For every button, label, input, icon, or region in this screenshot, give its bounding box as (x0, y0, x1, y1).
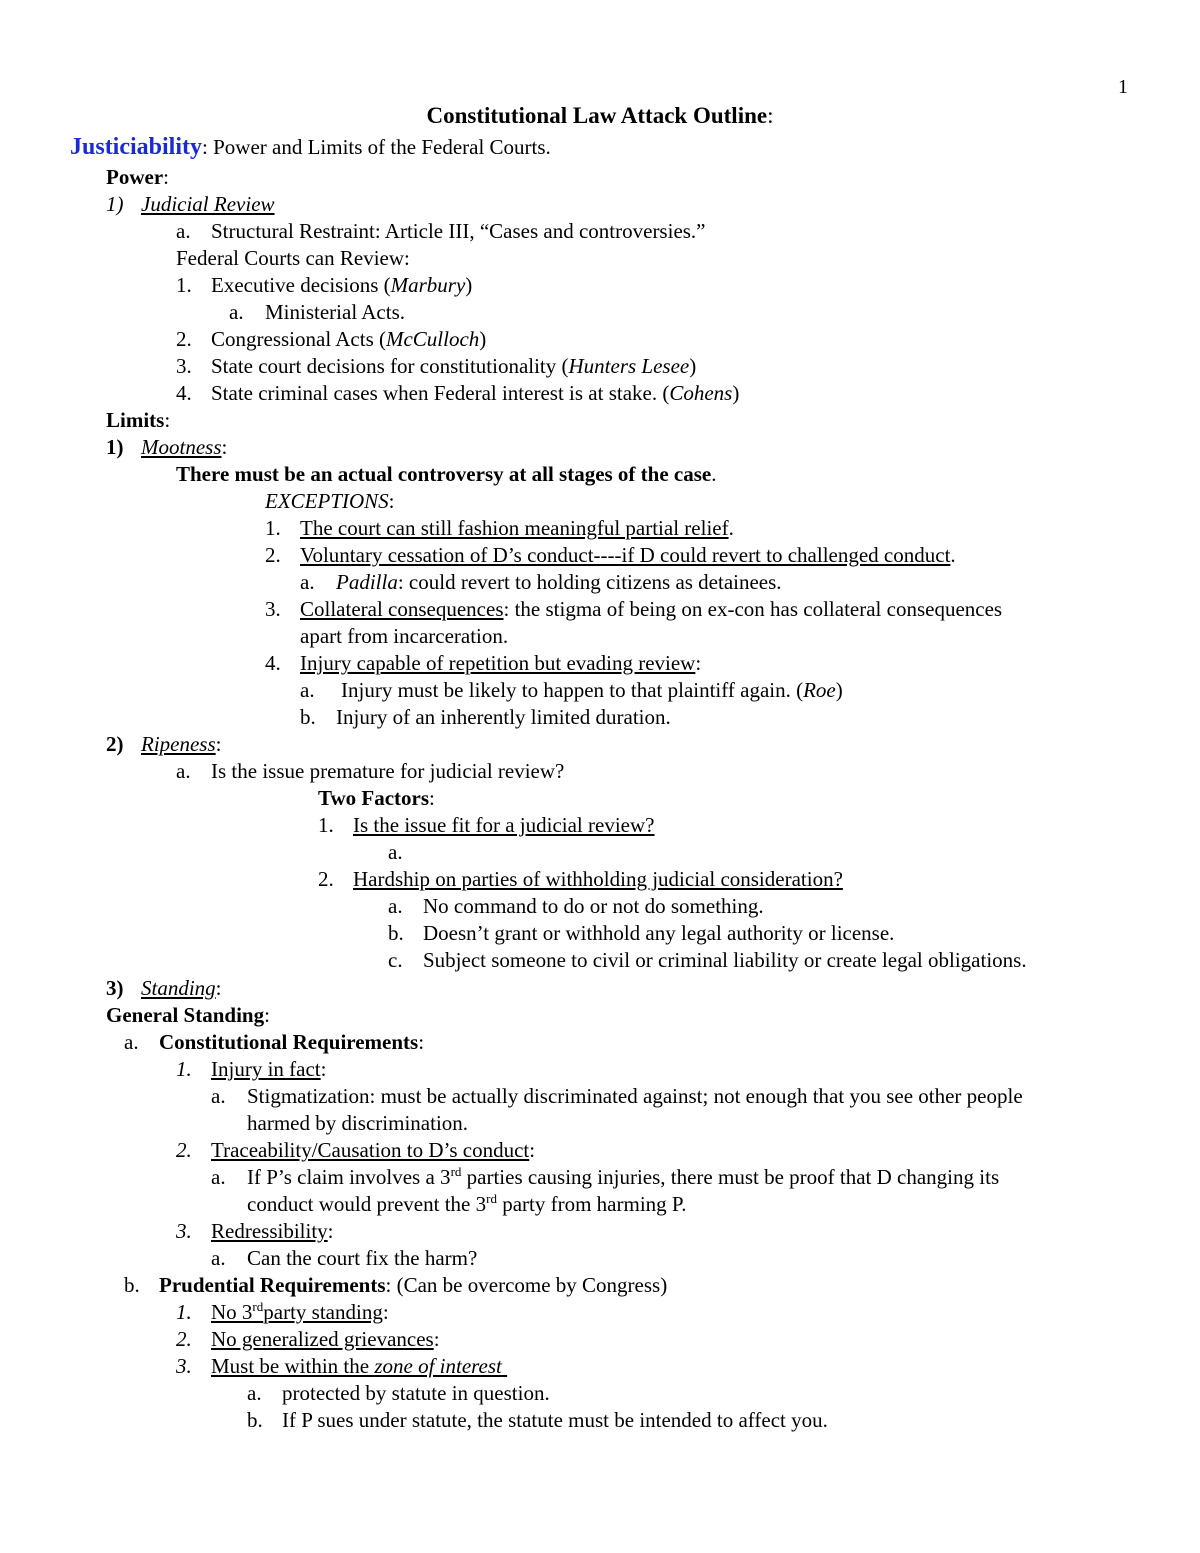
structural-marker: a. (176, 219, 191, 243)
justiciability-heading: Justiciability (70, 134, 203, 160)
list-item: State criminal cases when Federal interest is at stake. (Cohens) (211, 381, 740, 405)
list-item: Stigmatization: must be actually discriminated against; not enough that you see other people (247, 1084, 1023, 1108)
list-marker: c. (388, 948, 403, 972)
list-item: No 3rdparty standing: (211, 1299, 389, 1324)
list-item: Congressional Acts (McCulloch) (211, 327, 487, 351)
list-item: The court can still fashion meaningful partial relief. (300, 516, 734, 540)
list-item: Hardship on parties of withholding judicial consideration? (353, 867, 843, 891)
list-marker: 3. (176, 1354, 192, 1378)
list-marker: 1. (318, 813, 334, 837)
structural-restraint: Structural Restraint: Article III, “Cases and controversies.” (211, 219, 706, 243)
list-marker: a. (388, 840, 403, 864)
mootness-rule: There must be an actual controversy at all stages of the case. (176, 462, 717, 486)
case-name: McCulloch (385, 327, 480, 351)
list-marker: a. (124, 1030, 139, 1054)
mootness-heading: Mootness: (141, 435, 228, 459)
justiciability-line: Justiciability: Power and Limits of the Federal Courts. (70, 134, 551, 160)
list-item: If P sues under statute, the statute must be intended to affect you. (282, 1408, 828, 1432)
ripeness-marker: 2) (106, 732, 124, 756)
limits-heading: Limits: (106, 408, 171, 432)
list-marker: 4. (265, 651, 281, 675)
list-marker: a. (176, 759, 191, 783)
list-item: State court decisions for constitutionality (Hunters Lesee) (211, 354, 697, 378)
federal-courts-review: Federal Courts can Review: (176, 246, 410, 270)
list-marker: 3. (176, 1219, 192, 1243)
standing-marker: 3) (106, 976, 124, 1000)
page-number: 1 (1118, 76, 1128, 98)
document-title: Constitutional Law Attack Outline: (426, 103, 774, 128)
list-item: Injury in fact: (211, 1057, 327, 1081)
list-item: Subject someone to civil or criminal liability or create legal obligations. (423, 948, 1027, 972)
list-item: Must be within the zone of interest (211, 1354, 502, 1378)
power-heading: Power: (106, 165, 169, 189)
list-marker: 4. (176, 381, 192, 405)
list-item: Redressibility: (211, 1219, 334, 1243)
list-marker: b. (247, 1408, 263, 1432)
list-item: Can the court fix the harm? (247, 1246, 478, 1270)
list-item: Executive decisions (Marbury) (211, 273, 473, 297)
list-marker: 3. (265, 597, 281, 621)
list-marker: a. (300, 678, 315, 702)
list-marker: a. (388, 894, 403, 918)
list-item: No generalized grievances: (211, 1327, 440, 1351)
list-item: If P’s claim involves a 3rd parties causing injuries, there must be proof that D changing its (247, 1164, 1000, 1189)
list-marker: 2. (176, 1327, 192, 1351)
case-name: Padilla (336, 570, 398, 594)
standing-heading: Standing: (141, 976, 222, 1000)
two-factors-label: Two Factors: (318, 786, 435, 810)
list-marker: a. (211, 1165, 226, 1189)
list-marker: 1. (176, 273, 192, 297)
mootness-marker: 1) (106, 435, 124, 459)
list-item-continuation: harmed by discrimination. (247, 1111, 469, 1135)
list-item-continuation: conduct would prevent the 3rd party from harming P. (247, 1191, 687, 1216)
list-marker: b. (300, 705, 316, 729)
list-marker: 1. (176, 1057, 192, 1081)
title-text: Constitutional Law Attack Outline (426, 103, 768, 128)
list-marker: a. (229, 300, 244, 324)
list-item: protected by statute in question. (282, 1381, 550, 1405)
prudential-requirements: Prudential Requirements: (Can be overcome by Congress) (159, 1273, 668, 1297)
judicial-review-marker: 1) (106, 192, 124, 216)
list-marker: a. (247, 1381, 262, 1405)
constitutional-requirements: Constitutional Requirements: (159, 1030, 425, 1054)
list-item: Ministerial Acts. (265, 300, 405, 324)
list-item-continuation: apart from incarceration. (300, 624, 509, 648)
list-item: Injury must be likely to happen to that plaintiff again. (Roe) (341, 678, 843, 702)
list-item: Injury of an inherently limited duration. (336, 705, 671, 729)
general-standing-heading: General Standing: (106, 1003, 270, 1027)
list-item: Doesn’t grant or withhold any legal authority or license. (423, 921, 895, 945)
case-name: Roe (803, 678, 836, 702)
list-marker: 2. (176, 327, 192, 351)
list-marker: 1. (265, 516, 281, 540)
exceptions-label: EXCEPTIONS: (265, 489, 395, 513)
list-marker: 2. (176, 1138, 192, 1162)
judicial-review-label: Judicial Review (141, 192, 275, 216)
list-item: Collateral consequences: the stigma of being on ex-con has collateral consequences (300, 597, 1003, 621)
case-name: Hunters Lesee (568, 354, 690, 378)
ripeness-heading: Ripeness: (141, 732, 222, 756)
list-marker: a. (211, 1246, 226, 1270)
case-name: Cohens (669, 381, 733, 405)
list-marker: 2. (318, 867, 334, 891)
list-marker: b. (388, 921, 404, 945)
list-item: Injury capable of repetition but evading review: (300, 651, 702, 675)
list-marker: 1. (176, 1300, 192, 1324)
list-marker: b. (124, 1273, 140, 1297)
case-name: Marbury (390, 273, 466, 297)
list-item: No command to do or not do something. (423, 894, 764, 918)
list-marker: 2. (265, 543, 281, 567)
list-item: Voluntary cessation of D’s conduct----if D could revert to challenged conduct. (300, 543, 956, 567)
list-item: Padilla: could revert to holding citizens as detainees. (336, 570, 782, 594)
ripeness-question: Is the issue premature for judicial review? (211, 759, 565, 783)
list-marker: a. (211, 1084, 226, 1108)
list-marker: a. (300, 570, 315, 594)
list-item: Traceability/Causation to D’s conduct: (211, 1138, 536, 1162)
list-item: Is the issue fit for a judicial review? (353, 813, 655, 837)
list-marker: 3. (176, 354, 192, 378)
